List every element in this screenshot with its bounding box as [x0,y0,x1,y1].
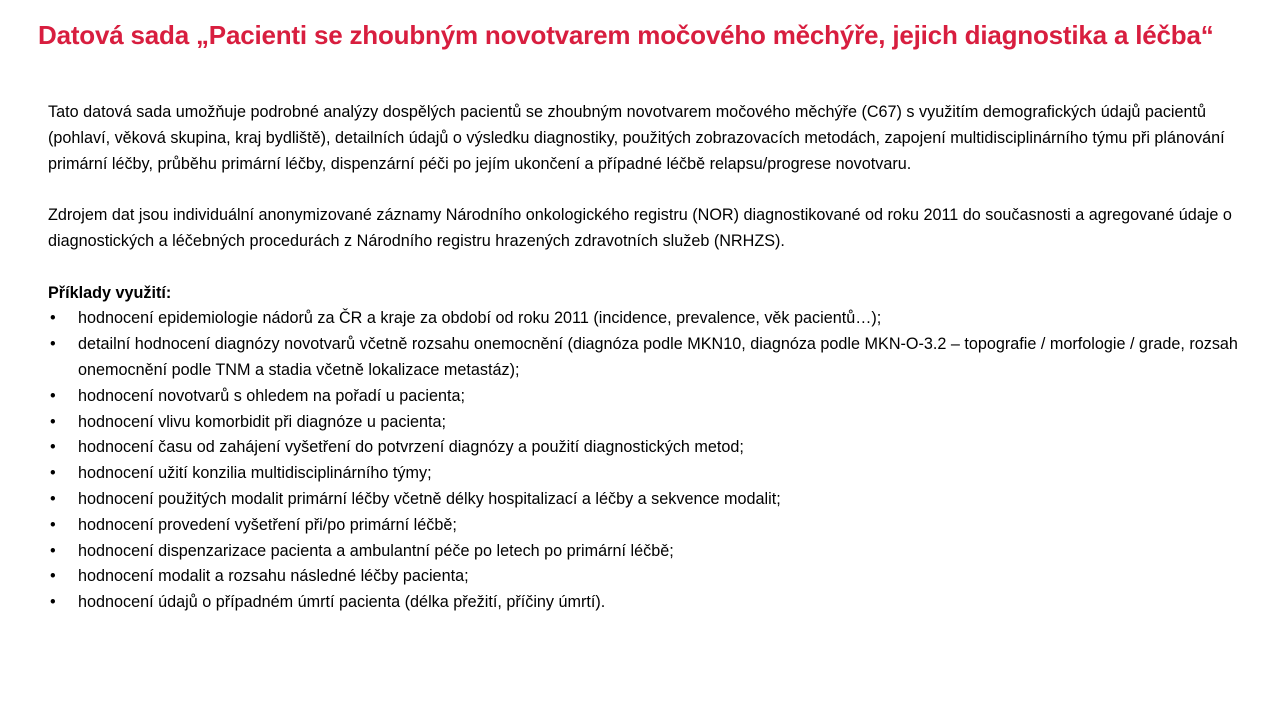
list-item-text: hodnocení času od zahájení vyšetření do potvrzení diagnózy a použití diagnostických metod; [78,438,744,457]
bullet-icon: • [50,593,56,612]
list-item [48,384,1243,410]
list-item-text: hodnocení údajů o případném úmrtí pacienta (délka přežití, příčiny úmrtí). [78,593,606,612]
list-item-text: hodnocení užití konzilia multidisciplinárního týmy; [78,464,432,483]
list-item-text: hodnocení novotvarů s ohledem na pořadí u pacienta; [78,386,465,405]
list-item [48,410,1243,436]
slide-title: Datová sada „Pacienti se zhoubným novotvarem močového měchýře, jejich diagnostika a léčba“ [38,20,1214,50]
intro-paragraph-description: Tato datová sada umožňuje podrobné analýzy dospělých pacientů se zhoubným novotvarem močového měchýře (C67) s využitím demografických údajů pacientů (pohlaví, věková skupina, kraj bydliště), detailních údajů o výsledku diagnostiky, použitých zobrazovacích metodách, zapojení multidisciplinárního týmu při plánování primární léčby, průběhu primární léčby, dispenzární péči po jejím ukončení a případné léčbě relapsu/progrese novotvaru. [48,103,1225,173]
list-item-text: hodnocení modalit a rozsahu následné léčby pacienta; [78,567,469,586]
list-item [48,306,1243,332]
bullet-icon: • [50,464,56,483]
intro-paragraph-data-source: Zdrojem dat jsou individuální anonymizované záznamy Národního onkologického registru (NOR) diagnostikované od roku 2011 do současnosti a agregované údaje o diagnostických a léčebných procedurách z Národního registru hrazených zdravotních služeb (NRHZS). [48,206,1232,250]
list-item-text: hodnocení dispenzarizace pacienta a ambulantní péče po letech po primární léčbě; [78,541,674,560]
bullet-icon: • [50,309,56,328]
list-item [48,539,1243,565]
bullet-icon: • [50,386,56,405]
list-item [48,564,1243,590]
list-item [48,487,1243,513]
bullet-icon: • [50,541,56,560]
list-item-text: hodnocení použitých modalit primární léčby včetně délky hospitalizací a léčby a sekvence modalit; [78,489,781,508]
list-item [48,332,1243,384]
list-item [48,435,1243,461]
list-item [48,513,1243,539]
list-item [48,461,1243,487]
bullet-icon: • [50,335,56,354]
paragraph-spacer [48,255,1243,281]
list-item [48,590,1243,616]
bullet-icon: • [50,567,56,586]
list-item-text: detailní hodnocení diagnózy novotvarů včetně rozsahu onemocnění (diagnóza podle MKN10, diagnóza podle MKN-O-3.2 – topografie / morfologie / grade, rozsah onemocnění podle TNM a stadia včetně lokalizace metastáz); [78,335,1238,379]
bullet-icon: • [50,489,56,508]
examples-heading: Příklady využití: [48,283,172,302]
list-item-text: hodnocení vlivu komorbidit při diagnóze u pacienta; [78,412,447,431]
list-item-text: hodnocení provedení vyšetření při/po primární léčbě; [78,515,457,534]
slide-body [48,100,1243,616]
bullet-icon: • [50,515,56,534]
examples-list [48,306,1243,616]
paragraph-spacer [48,177,1243,203]
bullet-icon: • [50,438,56,457]
list-item-text: hodnocení epidemiologie nádorů za ČR a kraje za období od roku 2011 (incidence, prevalence, věk pacientů…); [78,309,882,328]
bullet-icon: • [50,412,56,431]
